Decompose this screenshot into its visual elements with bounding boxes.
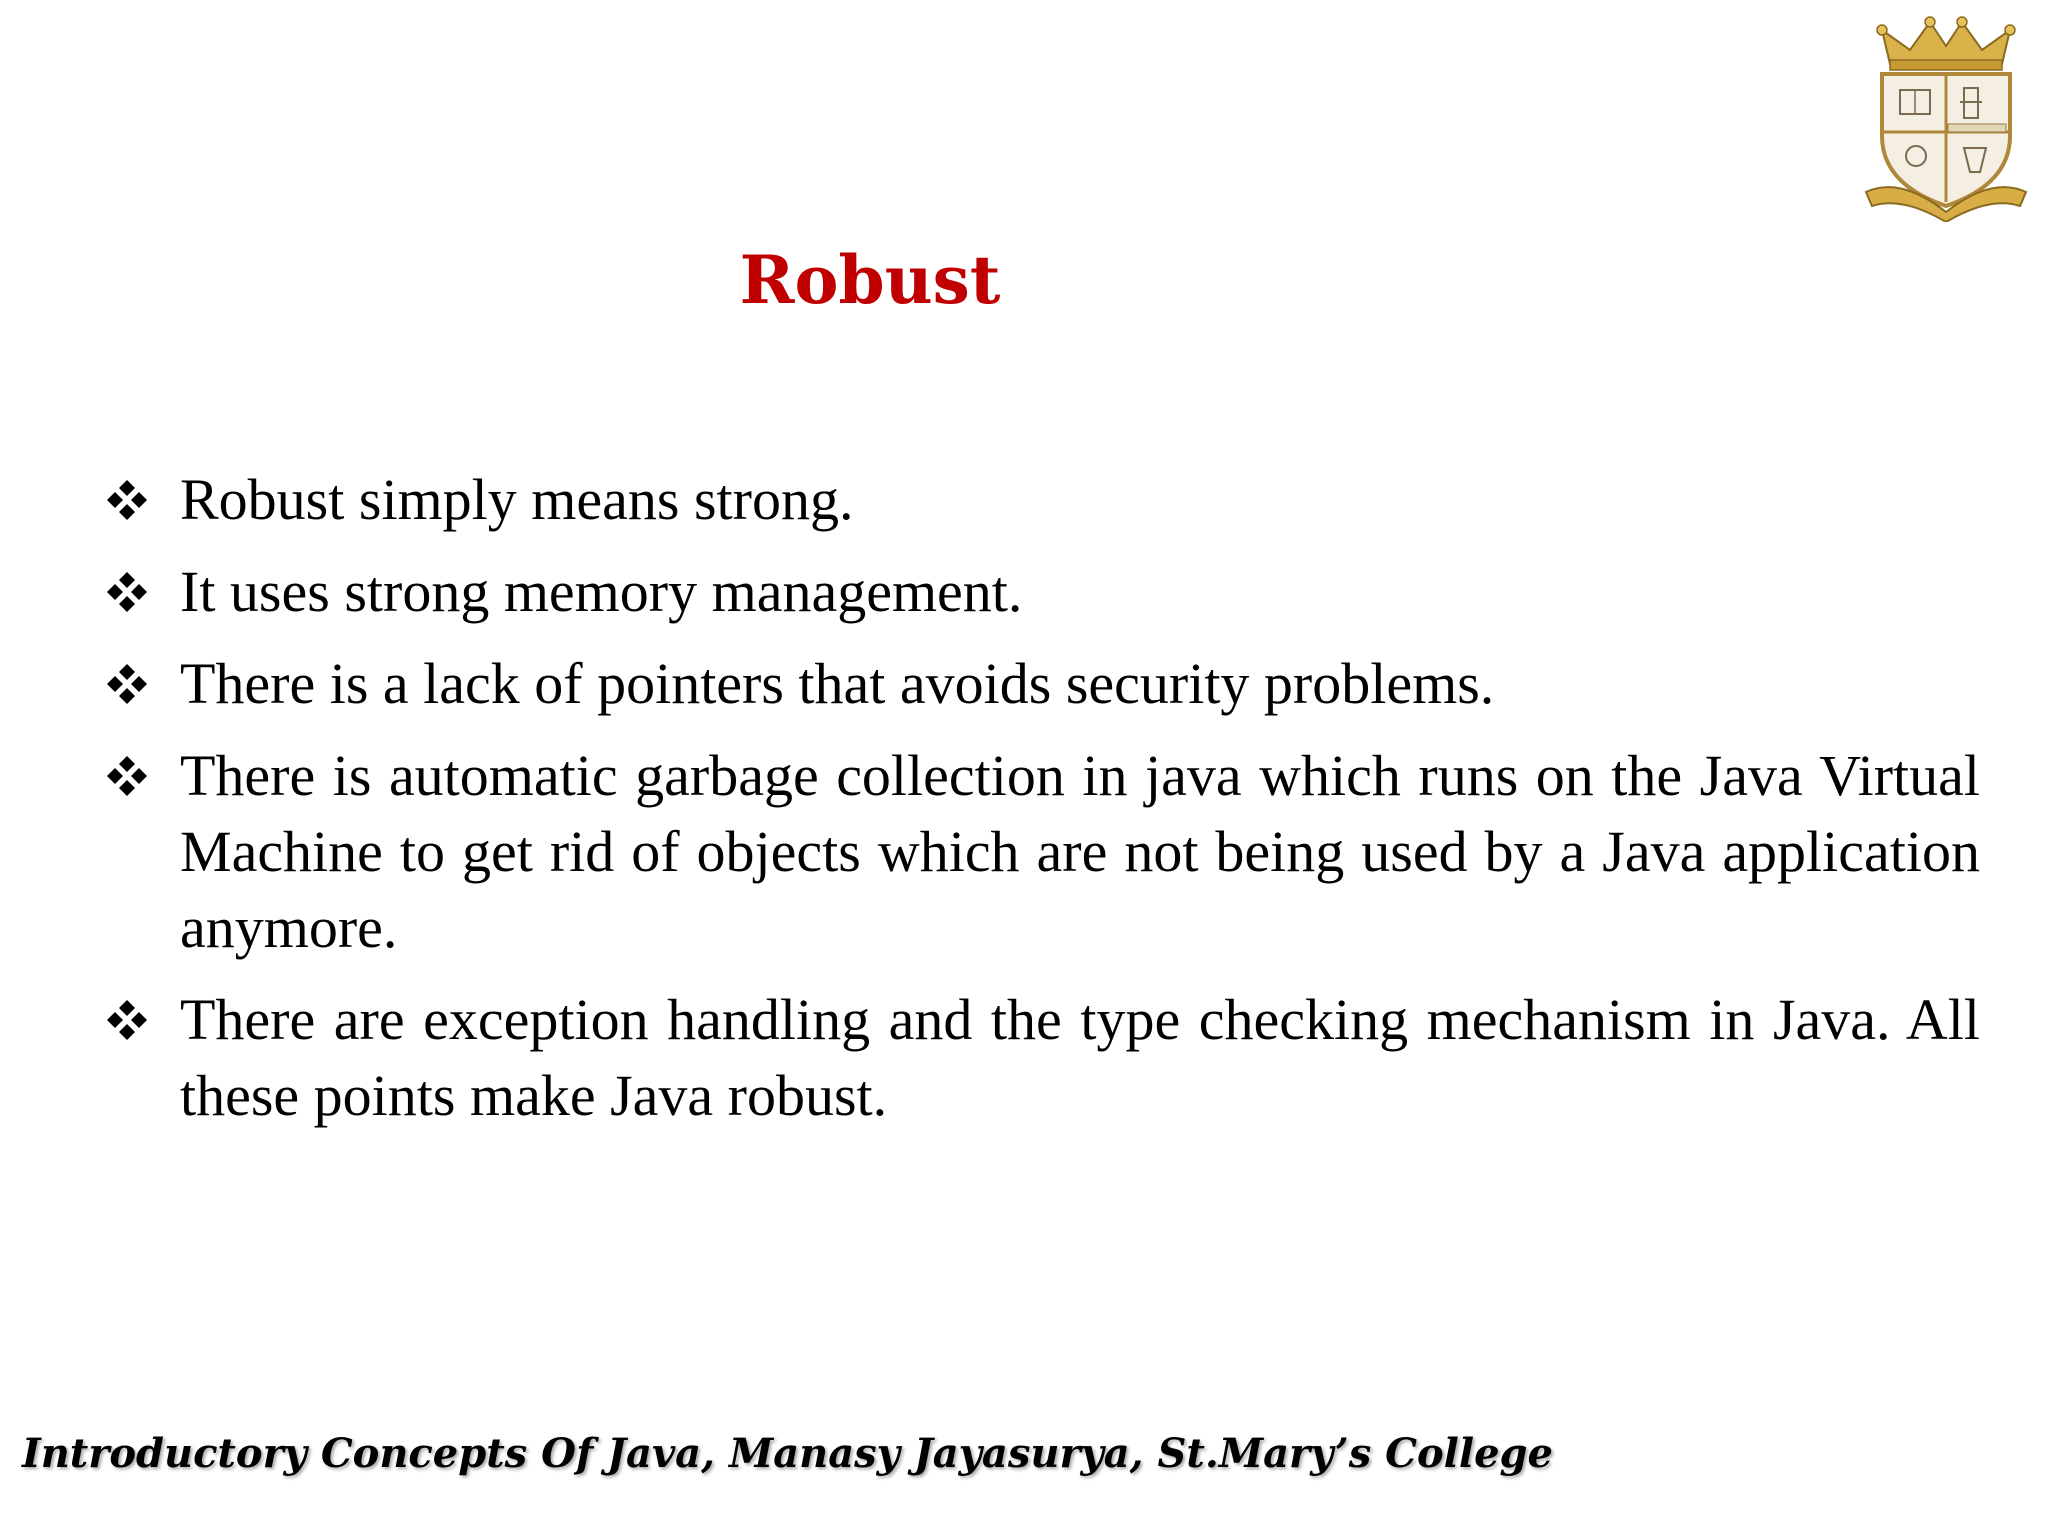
bullet-text: It uses strong memory management. [180,559,1023,624]
four-diamond-bullet-icon [106,479,148,521]
bullet-text: There is automatic garbage collection in java which runs on the Java Virtual Machine to get rid of objects which are not being used by a Java application anymore. [180,743,1980,960]
four-diamond-bullet-icon [106,999,148,1041]
list-item [100,646,1980,722]
list-item [100,554,1980,630]
four-diamond-bullet-icon [106,755,148,797]
slide-title: Robust [739,241,1001,319]
list-item [100,462,1980,538]
bullet-text: There are exception handling and the type checking mechanism in Java. All these points make Java robust. [180,987,1980,1128]
bullet-list [100,462,1980,1150]
slide-footer: Introductory Concepts Of Java, Manasy Jayasurya, St.Mary’s College [22,1430,1553,1477]
list-item [100,982,1980,1134]
bullet-text: Robust simply means strong. [180,467,854,532]
college-crest-icon [1860,16,2032,222]
list-item [100,738,1980,966]
four-diamond-bullet-icon [106,571,148,613]
bullet-text: There is a lack of pointers that avoids security problems. [180,651,1495,716]
four-diamond-bullet-icon [106,663,148,705]
